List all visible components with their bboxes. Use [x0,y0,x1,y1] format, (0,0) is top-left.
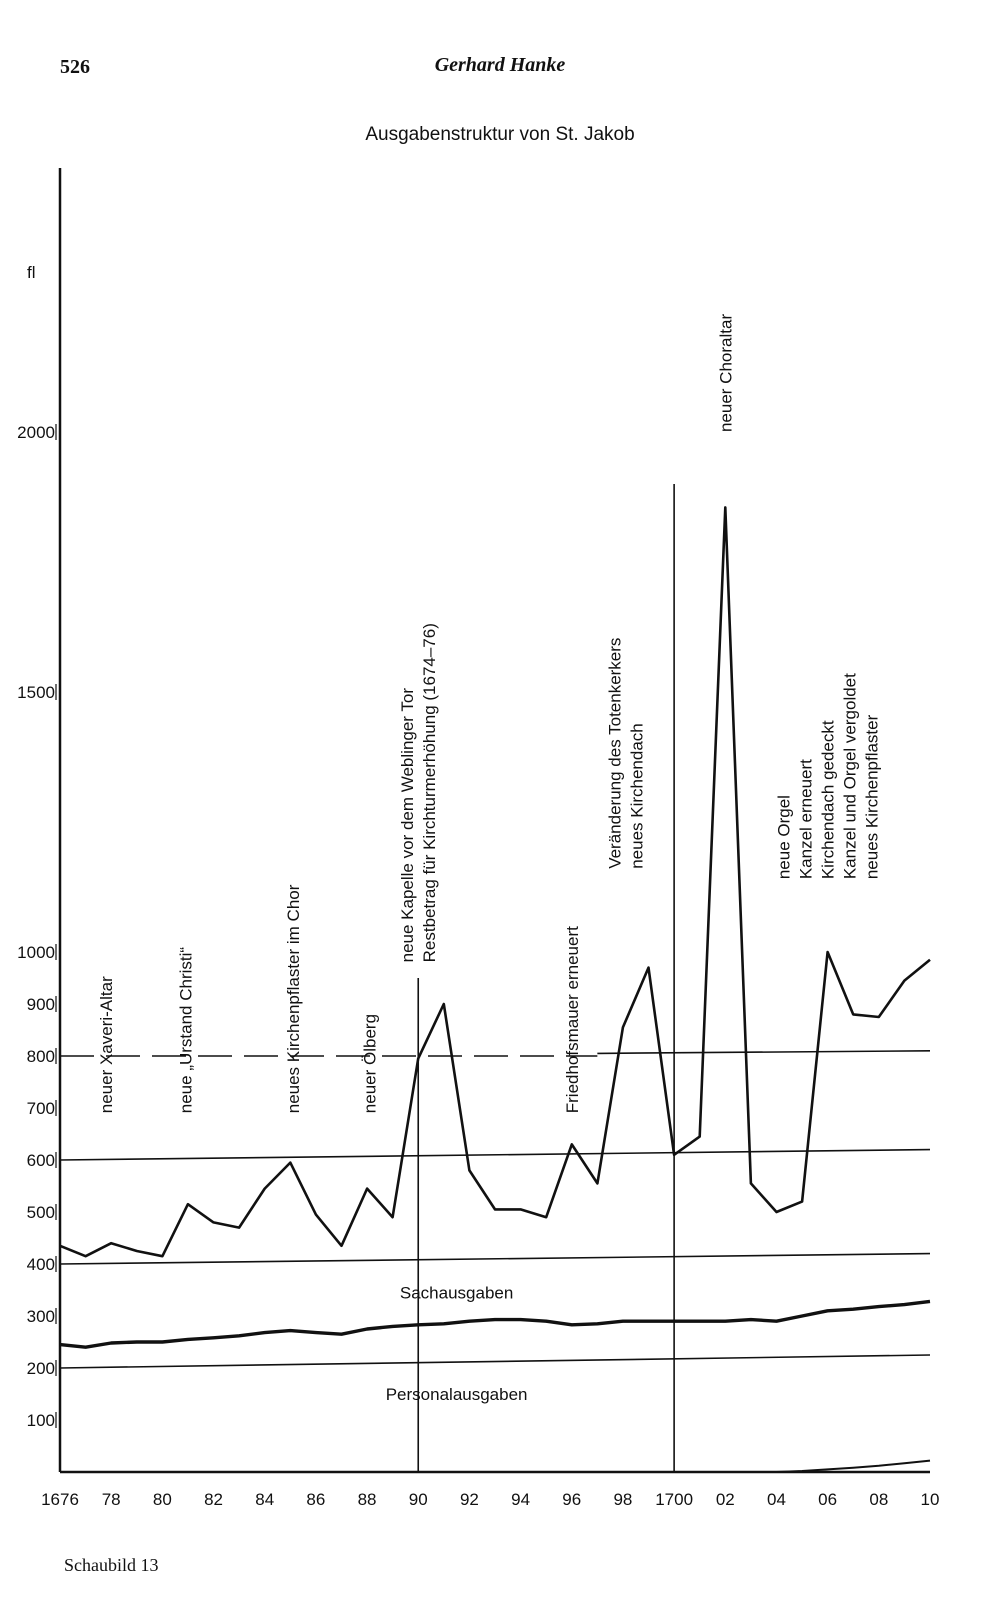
event-annotations [97,314,882,1114]
axes [27,168,930,1472]
x-tick-label: 92 [459,1490,479,1509]
x-tick-label: 06 [818,1490,838,1509]
chart-title: Ausgabenstruktur von St. Jakob [365,124,635,145]
series-line-personnel [60,1461,930,1472]
y-tick-label: 1000 [17,943,55,962]
annotation-label: Veränderung des Totenkerkers [605,637,625,869]
reference-line [60,1150,930,1160]
y-tick-label: 700 [26,1099,55,1118]
annotation-label: neues Kirchendach [627,723,647,869]
x-tick-label: 1676 [41,1490,79,1509]
y-tick-label: 800 [26,1047,55,1066]
x-tick-labels [41,1490,939,1509]
y-tick-label: 400 [26,1255,55,1274]
x-tick-label: 96 [562,1490,582,1509]
annotation-label: neue „Urstand Christi“ [176,946,196,1114]
x-tick-label: 1700 [655,1490,694,1509]
y-tick-label: 300 [26,1307,55,1326]
y-tick-label: 500 [26,1203,55,1222]
x-tick-label: 84 [255,1490,275,1509]
y-tick-label: 600 [26,1151,55,1170]
x-tick-label: 78 [101,1490,121,1509]
x-tick-label: 86 [306,1490,326,1509]
y-tick-label: 200 [26,1359,55,1378]
page-number: 526 [60,56,90,78]
x-tick-label: 02 [715,1490,735,1509]
annotation-label: Kirchendach gedeckt [818,720,838,880]
annotation-label: neues Kirchenpflaster im Chor [283,884,303,1114]
reference-line [60,1355,930,1368]
running-head-author: Gerhard Hanke [434,54,566,76]
annotation-label: Friedhofsmauer erneuert [562,926,582,1114]
area-labels [386,1284,528,1404]
x-tick-label: 88 [357,1490,377,1509]
x-tick-label: 04 [767,1490,786,1509]
x-tick-label: 94 [511,1490,531,1509]
annotation-label: neuer Xaveri-Altar [97,976,117,1114]
x-tick-label: 82 [204,1490,223,1509]
y-tick-label: 1500 [17,683,55,702]
annotation-label: neue Kapelle vor dem Weblinger Tor [398,687,418,963]
y-tick-label: 100 [26,1411,55,1430]
annotation-label: neue Orgel [774,795,794,880]
annotation-label: Restbetrag für Kirchturmerhöhung (1674–76) [420,623,440,963]
area-label: Sachausgaben [399,1283,514,1303]
series-line-subtotal [60,1301,930,1347]
x-tick-label: 90 [408,1490,428,1509]
annotation-label: neuer Choraltar [716,313,736,433]
annotation-label: Kanzel und Orgel vergoldet [840,673,860,880]
area-label: Personalausgaben [385,1385,528,1404]
y-tick-labels [17,423,56,1430]
x-tick-label: 10 [920,1490,940,1509]
annotation-label: neuer Ölberg [360,1013,380,1114]
y-axis-unit-label: fl [27,263,36,282]
annotation-label: Kanzel erneuert [796,759,816,880]
series-line-total [60,507,930,1256]
x-tick-label: 80 [152,1490,172,1509]
x-tick-label: 08 [869,1490,889,1509]
y-tick-label: 900 [26,995,55,1014]
figure-caption: Schaubild 13 [64,1555,159,1575]
reference-line [597,1051,930,1054]
y-tick-label: 2000 [17,423,55,442]
reference-line [60,1254,930,1264]
annotation-label: neues Kirchenpflaster [862,714,882,880]
x-tick-label: 98 [613,1490,633,1509]
